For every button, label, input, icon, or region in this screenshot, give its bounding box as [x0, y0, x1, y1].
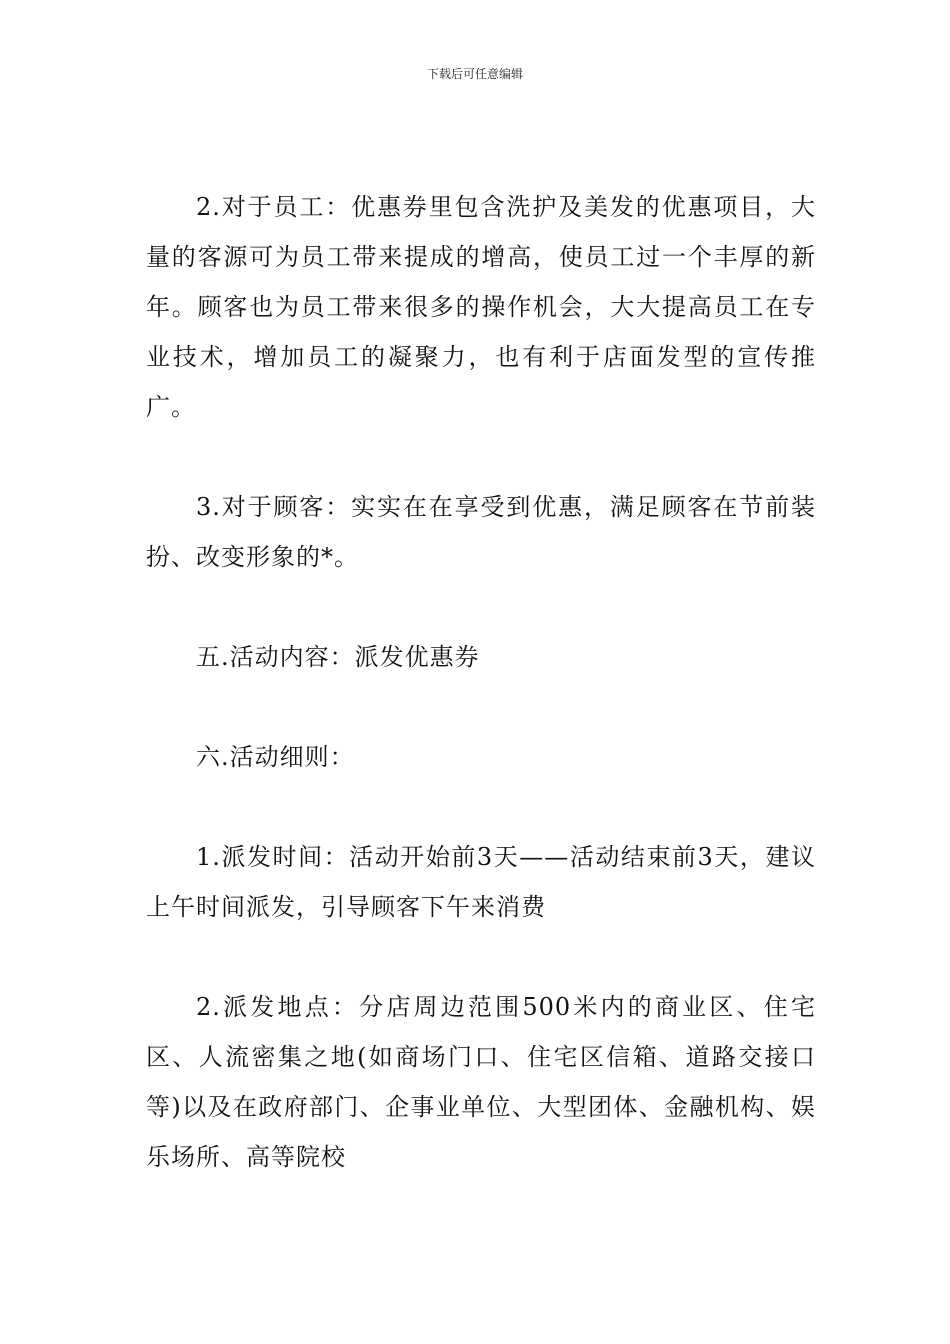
document-body	[146, 182, 816, 1182]
paragraph-activity-content: 五.活动内容：派发优惠券	[196, 643, 480, 671]
paragraph-employee-benefit: 2.对于员工：优惠券里包含洗护及美发的优惠项目，大量的客源可为员工带来提成的增高，使员工过一个丰厚的新年。顾客也为员工带来很多的操作机会，大大提高员工在专业技术，增加员工的凝聚力，也有利于店面发型的宣传推广。	[146, 193, 816, 421]
paragraph-distribution-location: 2.派发地点：分店周边范围500米内的商业区、住宅区、人流密集之地(如商场门口、住宅区信箱、道路交接口等)以及在政府部门、企事业单位、大型团体、金融机构、娱乐场所、高等院校	[146, 993, 816, 1171]
paragraph-activity-rules-heading: 六.活动细则：	[196, 743, 355, 771]
paragraph-distribution-time: 1.派发时间：活动开始前3天——活动结束前3天，建议上午时间派发，引导顾客下午来消费	[146, 843, 816, 921]
paragraph-customer-benefit: 3.对于顾客：实实在在享受到优惠，满足顾客在节前装扮、改变形象的*。	[146, 493, 816, 571]
page-header: 下载后可任意编辑	[426, 67, 523, 81]
